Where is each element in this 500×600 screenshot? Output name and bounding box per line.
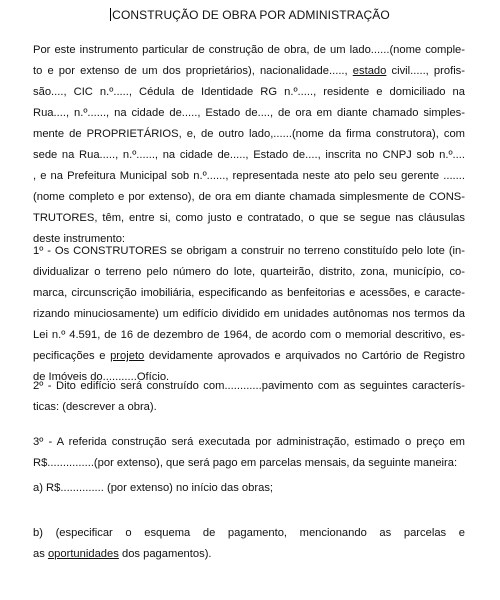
paragraph [33,376,465,418]
text-segment: Por este instrumento particular de construção de obra, de um lado......(nome comple- [33,44,465,56]
text-segment: devidamente aprovados e arquivados no Cartório de Registro [144,350,465,362]
text-line [33,283,465,304]
text-segment: b) (especificar o esquema de pagamento, mencionando as parcelas e [33,527,465,539]
text-line [33,40,465,61]
text-segment: dividualizar o terreno pelo número do lote, quarteirão, distrito, zona, município, co- [33,266,465,278]
text-segment: 3º - A referida construção será executada por administração, estimado o preço em [33,436,465,448]
text-segment: TRUTORES, têm, entre si, como justo e contratado, o que se segue nas cláusulas [33,212,465,224]
text-segment: mente de PROPRIETÁRIOS, e, de outro lado,......(nome da firma construtora), com [33,128,465,140]
text-segment: 2º - Dito edifício será construído com............pavimento com as seguintes caracterís- [33,380,465,392]
text-segment: marca, circunscrição imobiliária, especificando as benfeitorias e acessões, e caracte- [33,287,465,299]
paragraph [33,432,465,474]
underlined-word: oportunidades [47,548,119,560]
text-line [33,478,465,499]
text-segment: Rua...., n.º......, na cidade de....., Estado de...., de ora em diante chamado simples- [33,107,465,119]
text-segment: as [33,548,48,560]
text-segment: dos pagamentos). [118,548,212,560]
text-segment: to e por extenso de um dos proprietários), nacionalidade....., [33,65,353,77]
text-segment: pecificações e [33,350,111,362]
text-line [33,523,465,544]
document-title-text: CONSTRUÇÃO DE OBRA POR ADMINISTRAÇÃO [112,8,390,22]
text-line [33,325,465,346]
paragraph [33,523,465,565]
text-segment: sede na Rua....., n.º......, na cidade de....., Estado de...., inscrita no CNPJ sob n.º.... [33,149,465,161]
text-line [33,304,465,325]
underlined-word: estado [352,65,387,77]
text-line [33,262,465,283]
text-line [33,346,465,367]
text-line [33,187,465,208]
text-line [33,145,465,166]
text-line [33,241,465,262]
text-segment: rizando minuciosamente) um edifício dividido em unidades autônomas nos termos da [33,308,465,320]
text-line [33,397,465,418]
paragraph [33,40,465,250]
underlined-word: projeto [110,350,145,362]
text-line [33,453,465,474]
text-segment: de Imóveis do...........Ofício. [33,371,170,383]
paragraph [33,478,465,499]
text-line [33,544,465,565]
text-line [33,432,465,453]
text-segment: ticas: (descrever a obra). [33,401,157,413]
text-segment: , e na Prefeitura Municipal sob n.º......, representada neste ato pelo seu gerente ....... [33,170,465,182]
text-segment: deste instrumento: [33,233,126,245]
text-segment: R$...............(por extenso), que será pago em parcelas mensais, da seguinte maneira: [33,457,458,469]
text-line [33,61,465,82]
text-segment: civil....., profis- [386,65,466,77]
text-line [33,103,465,124]
text-line [33,82,465,103]
document-title [0,8,500,22]
text-line [33,166,465,187]
paragraph [33,241,465,388]
text-segment: Lei n.º 4.591, de 16 de dezembro de 1964, de acordo com o memorial descritivo, es- [33,329,465,341]
text-segment: a) R$.............. (por extenso) no início das obras; [33,482,274,494]
text-segment: são...., CIC n.º....., Cédula de Identidade RG n.º....., residente e domiciliado na [33,86,465,98]
text-line [33,376,465,397]
text-segment: (nome completo e por extenso), de ora em diante chamada simplesmente de CONS- [33,191,465,203]
text-line [33,124,465,145]
text-line [33,208,465,229]
text-segment: 1º - Os CONSTRUTORES se obrigam a construir no terreno constituído pelo lote (in- [33,245,465,257]
